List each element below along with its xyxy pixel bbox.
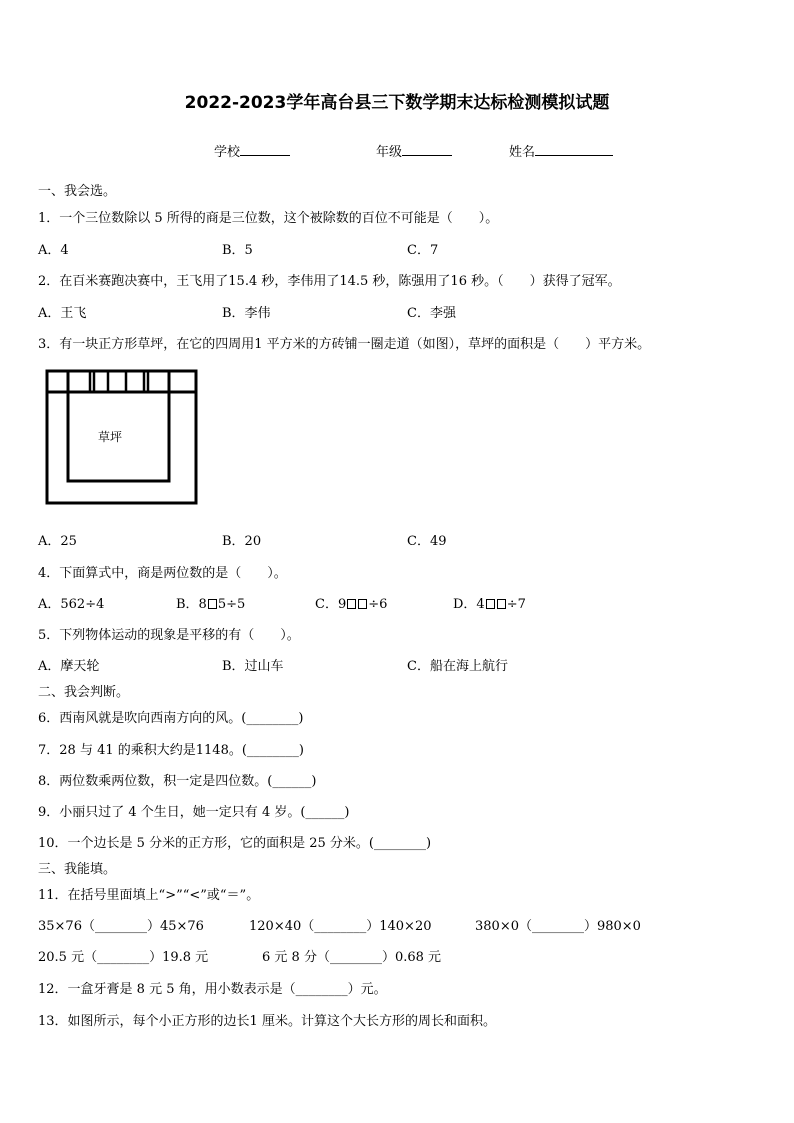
q3-option-b[interactable]: B．20 <box>222 534 262 549</box>
blank-box-icon <box>486 599 495 609</box>
school-field <box>214 141 290 160</box>
lawn-label: 草坪 <box>98 430 123 444</box>
q4-option-a[interactable]: A．562÷4 <box>38 597 105 612</box>
q11-item-3[interactable]: 380×0（________）980×0 <box>475 919 641 934</box>
q4-option-c-post: ÷6 <box>368 597 388 612</box>
q3-option-a[interactable]: A．25 <box>38 534 77 549</box>
question-9[interactable]: 9．小丽只过了 4 个生日，她一定只有 4 岁。(______) <box>38 805 350 820</box>
blank-box-icon <box>347 599 356 609</box>
q5-option-c[interactable]: C．船在海上航行 <box>407 659 508 674</box>
q2-option-c[interactable]: C．李强 <box>407 306 456 321</box>
question-12[interactable]: 12．一盒牙膏是 8 元 5 角，用小数表示是（________）元。 <box>38 982 387 997</box>
q1-option-a[interactable]: A．4 <box>38 243 69 258</box>
q11-item-1[interactable]: 35×76（________）45×76 <box>38 919 204 934</box>
q4-option-d[interactable] <box>453 593 526 612</box>
question-5: 5．下列物体运动的现象是平移的有（ ）。 <box>38 628 300 643</box>
q5-option-a[interactable]: A．摩天轮 <box>38 659 100 674</box>
question-10[interactable]: 10．一个边长是 5 分米的正方形，它的面积是 25 分米。(________) <box>38 836 432 851</box>
question-11: 11．在括号里面填上“>”“<”或“＝”。 <box>38 888 260 903</box>
grade-label: 年级 <box>376 145 403 160</box>
section-heading-choose: 一、我会选。 <box>38 184 117 199</box>
q4-option-b[interactable] <box>176 593 245 612</box>
q2-option-a[interactable]: A．王飞 <box>38 306 87 321</box>
blank-box-icon <box>358 599 367 609</box>
question-6[interactable]: 6．西南风就是吹向西南方向的风。(________) <box>38 711 304 726</box>
question-4: 4．下面算式中，商是两位数的是（ ）。 <box>38 566 287 581</box>
q4-option-d-post: ÷7 <box>506 597 526 612</box>
q4-option-b-post: 5÷5 <box>217 597 246 612</box>
q11-item-4[interactable]: 20.5 元（________）19.8 元 <box>38 950 209 965</box>
q11-item-2[interactable]: 120×40（________）140×20 <box>249 919 432 934</box>
q1-option-c[interactable]: C．7 <box>407 243 439 258</box>
name-blank[interactable] <box>535 142 613 156</box>
exam-title: 2022-2023学年高台县三下数学期末达标检测模拟试题 <box>184 93 610 113</box>
question-8[interactable]: 8．两位数乘两位数，积一定是四位数。(______) <box>38 774 317 789</box>
school-blank[interactable] <box>240 142 290 156</box>
blank-box-icon <box>208 599 217 609</box>
q4-option-c[interactable] <box>315 593 387 612</box>
question-13: 13．如图所示，每个小正方形的边长1 厘米。计算这个大长方形的周长和面积。 <box>38 1014 496 1029</box>
q3-option-c[interactable]: C．49 <box>407 534 447 549</box>
q4-option-d-pre: D．4 <box>453 597 485 612</box>
question-7[interactable]: 7．28 与 41 的乘积大约是1148。(________) <box>38 743 304 758</box>
name-label: 姓名 <box>509 145 536 160</box>
q4-option-c-pre: C．9 <box>315 597 347 612</box>
q11-item-5[interactable]: 6 元 8 分（________）0.68 元 <box>262 950 442 965</box>
grade-field <box>376 141 452 160</box>
section-heading-fill: 三、我能填。 <box>38 862 117 877</box>
question-1: 1．一个三位数除以 5 所得的商是三位数，这个被除数的百位不可能是（ ）。 <box>38 211 499 226</box>
q5-option-b[interactable]: B．过山车 <box>222 659 284 674</box>
blank-box-icon <box>497 599 506 609</box>
name-field <box>509 141 613 160</box>
question-3: 3．有一块正方形草坪，在它的四周用1 平方米的方砖铺一圈走道（如图），草坪的面积是（ ）平方米。 <box>38 337 651 352</box>
lawn-path-figure <box>44 368 200 508</box>
question-2: 2．在百米赛跑决赛中，王飞用了15.4 秒，李伟用了14.5 秒，陈强用了16 秒。（ ）获得了冠军。 <box>38 274 621 289</box>
section-heading-judge: 二、我会判断。 <box>38 685 130 700</box>
q4-option-b-pre: B．8 <box>176 597 207 612</box>
q2-option-b[interactable]: B．李伟 <box>222 306 271 321</box>
grade-blank[interactable] <box>402 142 452 156</box>
school-label: 学校 <box>214 145 241 160</box>
q1-option-b[interactable]: B．5 <box>222 243 253 258</box>
